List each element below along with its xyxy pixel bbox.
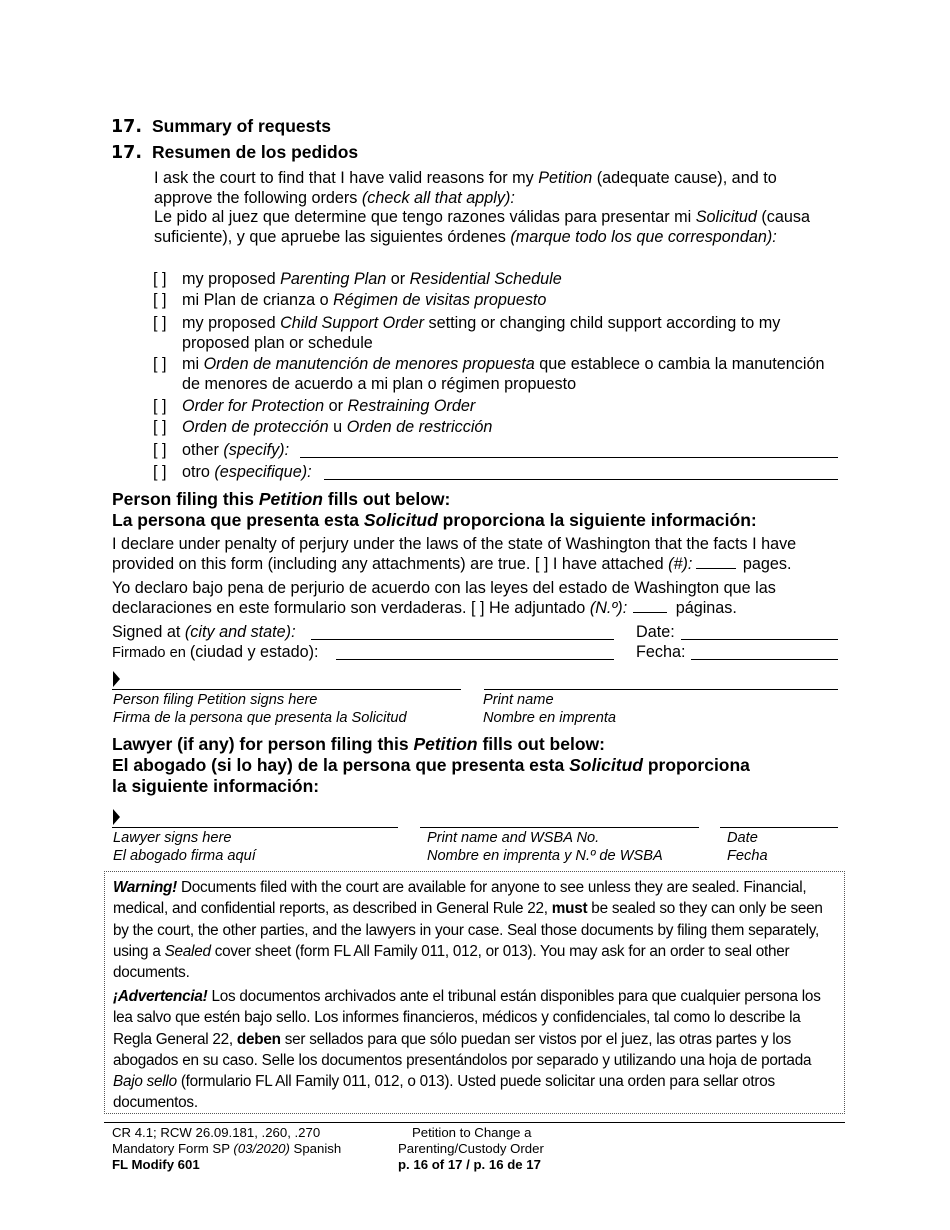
intro-es-check: (marque todo los que correspondan): (510, 228, 777, 246)
otro-especifique-field[interactable] (324, 479, 838, 480)
cb6-u: u (328, 418, 347, 436)
checkbox-protection-es[interactable] (153, 417, 843, 437)
warning-es (113, 986, 841, 1114)
person-heading-es-b: Solicitud (363, 510, 438, 530)
lawyer-signature-arrow-icon (113, 809, 120, 825)
checkbox-parenting-plan-en[interactable] (153, 269, 843, 289)
signed-at-b: (city and state): (184, 623, 296, 641)
section-title-es: Resumen de los pedidos (152, 142, 359, 162)
declaration-es (112, 578, 837, 618)
checkbox-protection-en[interactable] (153, 396, 843, 416)
intro-es-text: Le pido al juez que determine que tengo razones válidas para presentar mi (154, 208, 696, 226)
cb5-restraining: Restraining Order (347, 397, 476, 415)
date-field[interactable] (681, 639, 838, 640)
footer-form-id: FL Modify 601 (112, 1157, 200, 1172)
cb8-especifique: (especifique): (214, 463, 312, 481)
warning-es-d: ser sellados para que sólo puedan ser vistos por el juez, las otras partes y los abogados en su caso. Selle los documentos presentándolos por separado y utilizando una hoja de portada (113, 1030, 812, 1069)
checkbox-box[interactable]: [ ] (153, 355, 167, 373)
checkbox-box[interactable]: [ ] (153, 418, 167, 436)
cb7-other: other (182, 441, 224, 459)
cb1-or: or (386, 270, 410, 288)
date-label: Date: (636, 623, 675, 641)
warning-es-deben: deben (236, 1030, 281, 1048)
lawyer-print-name-field[interactable] (420, 827, 699, 828)
intro-en-text: I ask the court to find that I have valid reasons for my (154, 169, 539, 187)
cb1-schedule: Residential Schedule (409, 270, 562, 288)
lawyer-signs-label-es: El abogado firma aquí (113, 848, 256, 864)
checkbox-child-support-en[interactable] (153, 313, 843, 353)
cb5-or: or (324, 397, 348, 415)
lawyer-heading-en-a: Lawyer (if any) for person filing this (112, 734, 414, 754)
person-heading-es-c: proporciona la siguiente información: (437, 510, 757, 530)
wsba-label-es: Nombre en imprenta y N.º de WSBA (427, 848, 663, 864)
declaration-es-count: (N.º): (589, 599, 628, 617)
lawyer-date-field[interactable] (720, 827, 838, 828)
person-heading-es (112, 510, 757, 531)
cb2-text: mi Plan de crianza o (182, 291, 334, 309)
checkbox-box[interactable]: [ ] (153, 270, 167, 288)
signed-at-field[interactable] (311, 639, 614, 640)
cb6-proteccion: Orden de protección (182, 418, 329, 436)
lawyer-heading-es-1a: El abogado (si lo hay) de la persona que presenta esta (112, 755, 570, 775)
intro-en-check: (check all that apply): (361, 189, 515, 207)
intro-en (154, 168, 834, 208)
footer-l2-a: Mandatory Form SP (112, 1141, 234, 1156)
lawyer-heading-en-c: fills out below: (477, 734, 605, 754)
signature-arrow-icon (113, 671, 120, 687)
person-signs-label-en: Person filing Petition signs here (113, 692, 318, 708)
lawyer-heading-es-1 (112, 755, 750, 776)
warning-en-must: must (551, 900, 588, 918)
checkbox-child-support-es[interactable] (153, 354, 843, 394)
person-heading-en-b: Petition (258, 489, 323, 509)
intro-en-petition: Petition (538, 169, 593, 187)
declaration-en-count: (#): (668, 555, 693, 573)
section-heading-en (111, 116, 331, 138)
print-name-label-en: Print name (483, 692, 554, 708)
declaration-en-text: I declare under penalty of perjury under the laws of the state of Washington that the facts I have provided on this form (including any attachments) are true. [ ] I have attached (112, 535, 797, 573)
cb8-otro: otro (182, 463, 215, 481)
section-number: 17. (111, 117, 143, 137)
warning-es-bajo-sello: Bajo sello (113, 1073, 177, 1091)
person-heading-en-a: Person filing this (112, 489, 259, 509)
other-specify-field[interactable] (300, 457, 838, 458)
cb3-text2: setting or changing child support according to my proposed plan or schedule (182, 314, 781, 352)
lawyer-date-label-en: Date (727, 830, 758, 846)
checkbox-box[interactable]: [ ] (153, 463, 167, 481)
warning-es-f: (formulario FL All Family 011, 012, o 013). Usted puede solicitar una orden para sellar otros documentos. (113, 1073, 775, 1112)
footer-form-version (112, 1141, 341, 1157)
adjuntado-pages-field[interactable] (633, 600, 667, 613)
firmado-b: (ciudad y estado): (189, 643, 319, 661)
cb4-orden: Orden de manutención de menores propuesta (203, 355, 535, 373)
warning-en-sealed: Sealed (164, 942, 211, 960)
cb5-protection: Order for Protection (182, 397, 325, 415)
warning-en-b: Documents filed with the court are available for anyone to see unless they are sealed. Financial, medical, and confidential reports, as described in General Rule 22, (113, 879, 807, 918)
warning-en-d: be sealed so they can only be seen by the court, the other parties, and the lawyers in your case. Seal those documents by filing them separately, using a (113, 900, 823, 960)
warning-es-b: Los documentos archivados ante el tribunal están disponibles para que cualquier persona los lea salvo que estén bajo sello. Los informes financieros, médicos y confidenciales, tal como lo describe la Regla General 22, (113, 988, 821, 1048)
intro-es-text2: (causa suficiente), y que apruebe las siguientes órdenes (154, 208, 811, 246)
warning-box (104, 871, 845, 1114)
checkbox-box[interactable]: [ ] (153, 441, 167, 459)
person-heading-es-a: La persona que presenta esta (112, 510, 364, 530)
lawyer-heading-es-1b: Solicitud (569, 755, 643, 775)
declaration-es-text: Yo declaro bajo pena de perjurio de acuerdo con las leyes del estado de Washington que las declaraciones en este formulario son verdaderas. [ ] He adjuntado (112, 579, 776, 617)
cb6-restriccion: Orden de restricción (346, 418, 493, 436)
footer-title-1: Petition to Change a (412, 1125, 532, 1140)
checkbox-box[interactable]: [ ] (153, 314, 167, 332)
checkbox-box[interactable]: [ ] (153, 397, 167, 415)
firmado-label (112, 642, 319, 663)
cb1-plan: Parenting Plan (280, 270, 387, 288)
warning-en (113, 877, 841, 983)
cb2-regimen: Régimen de visitas propuesto (333, 291, 547, 309)
person-heading-en (112, 489, 450, 510)
lawyer-signs-label-en: Lawyer signs here (113, 830, 232, 846)
firmado-a: Firmado en (112, 645, 190, 661)
cb4-text: mi (182, 355, 204, 373)
wsba-label-en: Print name and WSBA No. (427, 830, 600, 846)
declaration-en (112, 534, 842, 574)
declaration-en-pages: pages. (738, 555, 792, 573)
lawyer-heading-en-b: Petition (413, 734, 478, 754)
fecha-label: Fecha: (636, 643, 686, 661)
intro-es-solicitud: Solicitud (695, 208, 757, 226)
warning-es-title: ¡Advertencia! (113, 988, 208, 1005)
footer-rule-citation: CR 4.1; RCW 26.09.181, .260, .270 (112, 1125, 321, 1140)
intro-es (154, 207, 834, 247)
intro-en-text2: (adequate cause), and to approve the following orders (154, 169, 777, 207)
fecha-field[interactable] (691, 659, 838, 660)
person-signs-label-es: Firma de la persona que presenta la Solicitud (113, 710, 407, 726)
attached-pages-field[interactable] (696, 556, 736, 569)
section-heading-es (111, 142, 358, 164)
cb3-order: Child Support Order (280, 314, 425, 332)
lawyer-signature-field[interactable] (112, 827, 398, 828)
checkbox-parenting-plan-es[interactable] (153, 290, 843, 310)
declaration-es-pages: páginas. (671, 599, 737, 617)
lawyer-heading-es-2: la siguiente información: (112, 776, 320, 796)
lawyer-heading-es-1c: proporciona (642, 755, 750, 775)
footer-page-number: p. 16 of 17 / p. 16 de 17 (398, 1157, 541, 1172)
cb4-text2: que establece o cambia la manutención de menores de acuerdo a mi plan o régimen propuesto (182, 355, 825, 393)
cb1-text: my proposed (182, 270, 281, 288)
lawyer-date-label-es: Fecha (727, 848, 768, 864)
warning-en-f: cover sheet (form FL All Family 011, 012, or 013). You may ask for an order to seal other documents. (113, 942, 790, 982)
footer-divider (104, 1122, 845, 1123)
footer-l2-c: Spanish (289, 1141, 342, 1156)
person-print-name-field[interactable] (484, 689, 838, 690)
cb3-text: my proposed (182, 314, 281, 332)
checkbox-box[interactable]: [ ] (153, 291, 167, 309)
section-number-es: 17. (111, 143, 143, 163)
print-name-label-es: Nombre en imprenta (483, 710, 617, 726)
section-title-en: Summary of requests (152, 116, 331, 136)
lawyer-heading-en (112, 734, 605, 755)
person-signature-field[interactable] (112, 689, 461, 690)
signed-at-label (112, 622, 296, 642)
person-heading-en-c: fills out below: (323, 489, 451, 509)
warning-en-title: Warning! (113, 879, 177, 896)
firmado-field[interactable] (336, 659, 614, 660)
footer-title-2: Parenting/Custody Order (398, 1141, 544, 1156)
footer-l2-b: (03/2020) (233, 1141, 290, 1156)
signed-at-a: Signed at (112, 623, 185, 641)
cb7-specify: (specify): (223, 441, 290, 459)
